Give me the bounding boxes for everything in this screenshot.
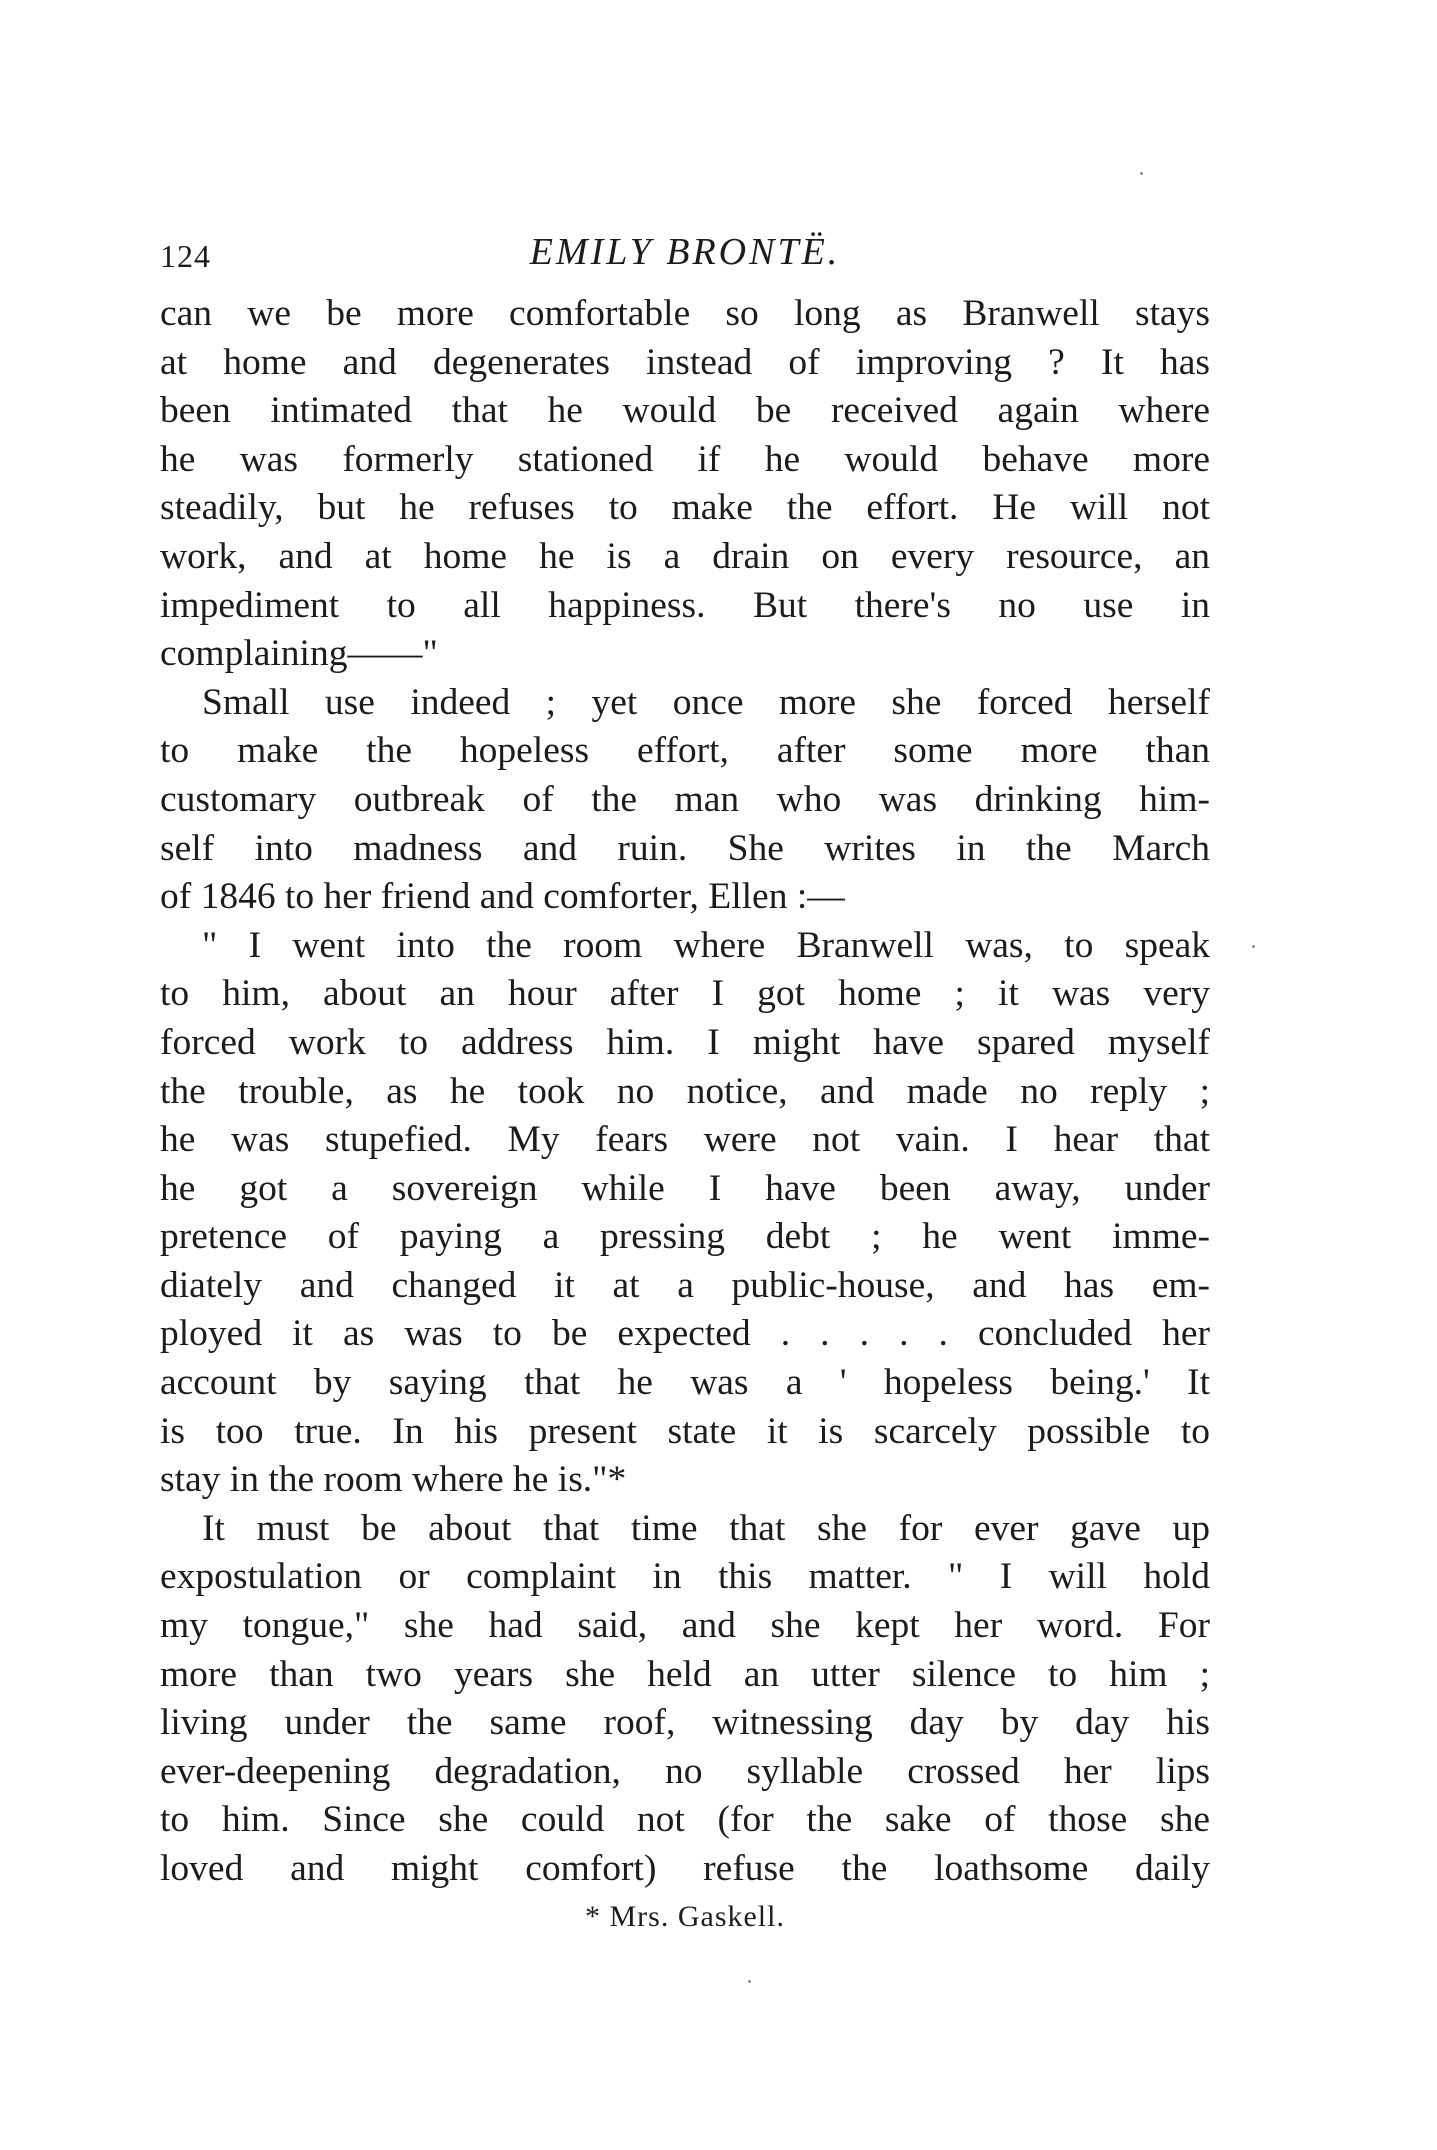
text-line: diately and changed it at a public-house, and has em- (160, 1264, 1210, 1306)
text-line: been intimated that he would be received again where (160, 390, 1210, 432)
text-line: he was formerly stationed if he would behave more (160, 438, 1210, 480)
text-line: is too true. In his present state it is scarcely possible to (160, 1410, 1210, 1452)
page-header (160, 230, 1210, 290)
text-line: pretence of paying a pressing debt ; he went imme- (160, 1216, 1210, 1258)
text-line: at home and degenerates instead of improving ? It has (160, 341, 1210, 383)
body-text (160, 290, 1210, 1894)
running-title: EMILY BRONTË. (529, 231, 841, 273)
text-line: to him, about an hour after I got home ; it was very (160, 973, 1210, 1015)
text-line: he got a sovereign while I have been away, under (160, 1167, 1210, 1209)
text-line: expostulation or complaint in this matter. " I will hold (160, 1556, 1210, 1598)
text-line: loved and might comfort) refuse the loathsome daily (160, 1848, 1210, 1889)
text-line: Small use indeed ; yet once more she forced herself (202, 681, 1210, 723)
text-line: ever-deepening degradation, no syllable crossed her lips (160, 1750, 1210, 1792)
text-line: of 1846 to her friend and comforter, Ellen :— (160, 876, 845, 918)
paper-speck (1252, 945, 1255, 948)
text-line: more than two years she held an utter silence to him ; (160, 1653, 1210, 1695)
text-line: living under the same roof, witnessing day by day his (160, 1702, 1210, 1744)
text-line: ployed it as was to be expected . . . . . concluded her (160, 1313, 1210, 1355)
text-line: my tongue," she had said, and she kept her word. For (160, 1605, 1210, 1647)
text-line: he was stupefied. My fears were not vain. I hear that (160, 1119, 1210, 1161)
text-line: stay in the room where he is."* (160, 1459, 627, 1501)
text-line: " I went into the room where Branwell was, to speak (202, 924, 1210, 966)
text-line: the trouble, as he took no notice, and made no reply ; (160, 1070, 1210, 1112)
paper-speck (1140, 172, 1143, 175)
page-number: 124 (160, 238, 211, 274)
text-line: to make the hopeless effort, after some more than (160, 730, 1210, 772)
text-line: account by saying that he was a ' hopeless being.' It (160, 1362, 1210, 1404)
text-line: self into madness and ruin. She writes in the March (160, 827, 1210, 869)
paper-speck (748, 1980, 751, 1983)
book-page (160, 230, 1210, 1934)
text-line: It must be about that time that she for ever gave up (202, 1507, 1210, 1549)
footnote: * Mrs. Gaskell. (585, 1899, 785, 1933)
text-line: work, and at home he is a drain on every resource, an (160, 535, 1210, 577)
text-line: customary outbreak of the man who was drinking him- (160, 778, 1210, 820)
text-line: forced work to address him. I might have spared myself (160, 1021, 1210, 1063)
text-line: can we be more comfortable so long as Branwell stays (160, 293, 1210, 334)
text-line: steadily, but he refuses to make the effort. He will not (160, 487, 1210, 529)
text-line: complaining——" (160, 633, 438, 675)
text-line: impediment to all happiness. But there's no use in (160, 584, 1210, 626)
text-line: to him. Since she could not (for the sake of those she (160, 1799, 1210, 1841)
